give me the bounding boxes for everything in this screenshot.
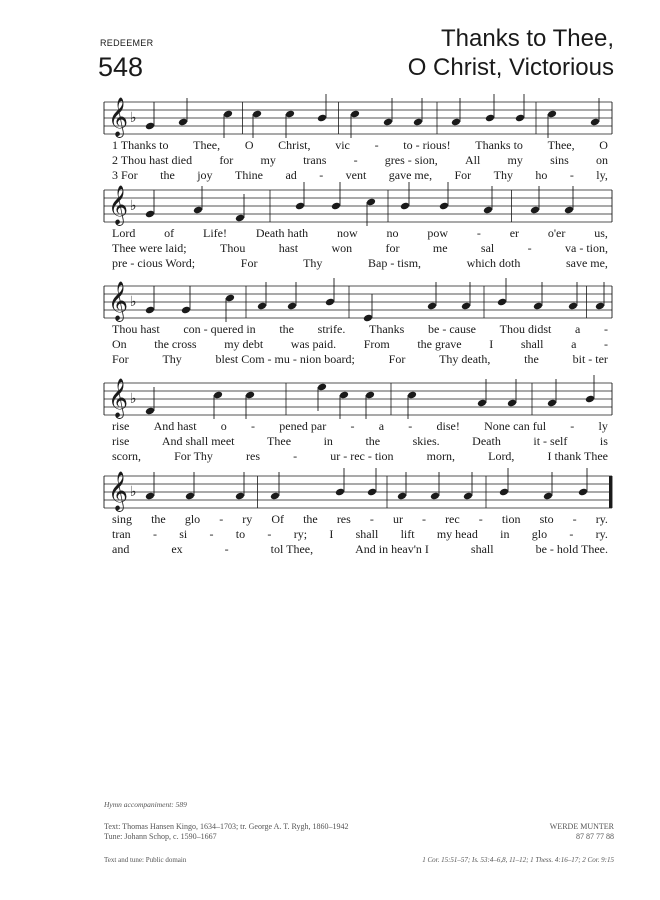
lyric-syllable: tion: [501, 512, 521, 526]
tune-credit: Tune: Johann Schop, c. 1590–1667: [104, 832, 217, 841]
lyric-syllable: blest Com - mu - nion board;: [215, 352, 355, 366]
lyric-syllable: -: [350, 419, 355, 433]
accompaniment-note: Hymn accompaniment: 589: [104, 800, 187, 809]
lyric-syllable: Lord: [112, 226, 136, 240]
lyric-syllable: -: [569, 168, 574, 182]
lyric-syllable: -: [604, 322, 608, 336]
lyric-syllable: be - cause: [428, 322, 476, 336]
lyric-line: [112, 257, 608, 269]
lyric-syllable: res: [246, 449, 261, 463]
copyright-note: Text and tune: Public domain: [104, 856, 187, 864]
lyric-syllable: pened par: [279, 419, 327, 433]
lyric-syllable: res: [336, 512, 351, 526]
lyric-syllable: lift: [400, 527, 415, 541]
lyric-syllable: the grave: [417, 337, 462, 351]
lyric-syllable: for: [385, 241, 400, 255]
lyric-syllable: And shall meet: [161, 434, 235, 448]
lyric-syllable: scorn,: [112, 449, 141, 463]
lyric-syllable: O: [599, 138, 608, 152]
meter: 87 87 77 88: [576, 832, 614, 841]
lyric-syllable: Thee: [267, 434, 292, 448]
lyric-syllable: er: [509, 226, 520, 240]
lyric-syllable: Thanks: [369, 322, 405, 336]
lyric-syllable: con - quered in: [183, 322, 256, 336]
lyric-syllable: be - hold Thee.: [535, 542, 608, 556]
lyric-syllable: Lord,: [488, 449, 515, 463]
lyric-syllable: Life!: [203, 226, 227, 240]
lyric-syllable: -: [209, 527, 214, 541]
lyric-syllable: Christ,: [278, 138, 311, 152]
lyric-syllable: ur - rec - tion: [330, 449, 394, 463]
lyric-syllable: strife.: [317, 322, 346, 336]
lyric-line: [112, 338, 608, 350]
lyric-syllable: Of: [271, 512, 285, 526]
treble-clef-icon: 𝄞: [108, 97, 129, 137]
lyric-syllable: ho: [535, 168, 548, 182]
lyric-syllable: -: [374, 138, 379, 152]
flat-key-signature-icon: ♭: [130, 198, 137, 214]
lyric-line: [112, 435, 608, 447]
lyric-syllable: -: [224, 542, 229, 556]
lyric-syllable: the: [303, 512, 318, 526]
lyric-syllable: of: [164, 226, 175, 240]
lyric-syllable: now: [337, 226, 358, 240]
lyric-syllable: shall: [355, 527, 379, 541]
lyric-syllable: And in heav'n I: [355, 542, 429, 556]
lyric-syllable: vent: [345, 168, 367, 182]
lyric-syllable: Thine: [235, 168, 263, 182]
lyric-syllable: the: [279, 322, 294, 336]
lyric-syllable: For: [112, 352, 129, 366]
lyric-syllable: skies.: [412, 434, 440, 448]
lyric-syllable: pow: [427, 226, 449, 240]
text-credit: Text: Thomas Hansen Kingo, 1634–1703; tr. George A. T. Rygh, 1860–1942: [104, 822, 349, 831]
lyric-syllable: And hast: [153, 419, 197, 433]
lyric-syllable: was paid.: [290, 337, 337, 351]
lyric-syllable: -: [604, 337, 608, 351]
treble-clef-icon: 𝄞: [108, 185, 129, 225]
lyric-syllable: For: [454, 168, 472, 182]
lyric-syllable: I thank Thee: [547, 449, 608, 463]
staff-system: [104, 94, 612, 138]
lyric-syllable: the: [160, 168, 175, 182]
lyric-syllable: I: [329, 527, 334, 541]
lyric-syllable: -: [476, 226, 481, 240]
lyric-syllable: -: [219, 512, 224, 526]
lyric-syllable: -: [572, 512, 577, 526]
lyric-syllable: in: [323, 434, 333, 448]
lyric-line: [112, 242, 608, 254]
lyric-syllable: -: [319, 168, 324, 182]
treble-clef-icon: 𝄞: [108, 471, 129, 511]
lyric-syllable: Thou: [220, 241, 246, 255]
lyric-syllable: 1 Thanks to: [112, 138, 169, 152]
lyric-syllable: trans: [303, 153, 327, 167]
lyric-syllable: -: [527, 241, 532, 255]
flat-key-signature-icon: ♭: [130, 484, 137, 500]
lyric-syllable: o'er: [547, 226, 566, 240]
lyric-syllable: won: [331, 241, 353, 255]
lyric-syllable: gres - sion,: [384, 153, 438, 167]
lyric-line: [112, 323, 608, 335]
lyric-syllable: shall: [470, 542, 494, 556]
lyric-syllable: the: [524, 352, 539, 366]
lyric-syllable: me: [432, 241, 448, 255]
lyric-syllable: Thee,: [193, 138, 221, 152]
lyric-line: [112, 528, 608, 540]
lyric-syllable: Thanks to: [475, 138, 523, 152]
lyric-syllable: -: [478, 512, 483, 526]
lyric-syllable: shall: [520, 337, 544, 351]
lyric-syllable: vic: [335, 138, 350, 152]
lyric-syllable: Thou hast: [112, 322, 160, 336]
treble-clef-icon: 𝄞: [108, 378, 129, 418]
lyric-syllable: sins: [550, 153, 569, 167]
hymn-number: 548: [98, 52, 144, 82]
lyric-syllable: bit - ter: [572, 352, 608, 366]
lyric-syllable: On: [112, 337, 127, 351]
lyric-line: [112, 227, 608, 239]
lyric-syllable: ry;: [293, 527, 308, 541]
lyric-syllable: -: [152, 527, 157, 541]
scripture-references: 1 Cor. 15:51–57; Is. 53:4–6,8, 11–12; 1 Thess. 4:16–17; 2 Cor. 9:15: [422, 856, 614, 864]
lyric-line: [112, 420, 608, 432]
lyric-syllable: which doth: [466, 256, 521, 270]
lyric-line: [112, 139, 608, 151]
lyric-syllable: -: [422, 512, 426, 526]
lyric-syllable: -: [369, 512, 374, 526]
lyric-syllable: ex: [171, 542, 183, 556]
lyric-syllable: my: [260, 153, 276, 167]
flat-key-signature-icon: ♭: [130, 391, 137, 407]
lyric-syllable: rec: [445, 512, 460, 526]
flat-key-signature-icon: ♭: [130, 294, 137, 310]
section-label: REDEEMER: [100, 38, 154, 48]
hymn-title-line-2: O Christ, Victorious: [407, 54, 614, 81]
lyric-syllable: Thy: [493, 168, 513, 182]
lyric-syllable: hast: [278, 241, 299, 255]
lyric-syllable: 3 For: [112, 168, 138, 182]
lyric-syllable: 2 Thou hast died: [112, 153, 193, 167]
lyric-syllable: glo: [184, 512, 201, 526]
lyric-syllable: -: [293, 449, 298, 463]
lyric-syllable: Death: [472, 434, 501, 448]
lyric-syllable: -: [570, 419, 575, 433]
lyric-syllable: is: [599, 434, 608, 448]
lyric-syllable: sto: [539, 512, 554, 526]
lyric-syllable: for: [219, 153, 234, 167]
lyric-syllable: rise: [112, 434, 130, 448]
lyric-line: [112, 154, 608, 166]
lyric-syllable: Thy death,: [439, 352, 491, 366]
lyric-syllable: morn,: [426, 449, 455, 463]
lyric-line: [112, 450, 608, 462]
lyric-syllable: sing: [112, 512, 133, 526]
staff-system: [104, 278, 612, 322]
lyric-syllable: ly: [598, 419, 608, 433]
lyric-syllable: pre - cious Word;: [112, 256, 196, 270]
hymn-title-line-1: Thanks to Thee,: [441, 25, 614, 52]
staff-system: [104, 375, 612, 419]
lyric-syllable: dise!: [436, 419, 460, 433]
lyric-syllable: my debt: [224, 337, 264, 351]
lyric-syllable: glo: [531, 527, 548, 541]
lyric-syllable: ry.: [595, 512, 608, 526]
lyric-syllable: -: [408, 419, 413, 433]
lyric-syllable: ry: [242, 512, 253, 526]
lyric-syllable: sal: [480, 241, 495, 255]
lyric-syllable: it - self: [533, 434, 568, 448]
lyric-syllable: Thee,: [547, 138, 575, 152]
lyric-syllable: ur: [392, 512, 403, 526]
lyric-syllable: a: [575, 322, 581, 336]
lyric-syllable: tol Thee,: [270, 542, 314, 556]
staff-system: [104, 182, 612, 226]
lyric-syllable: and: [112, 542, 130, 556]
lyric-syllable: ad: [285, 168, 297, 182]
lyric-syllable: the cross: [154, 337, 197, 351]
lyric-syllable: -: [353, 153, 358, 167]
flat-key-signature-icon: ♭: [130, 110, 137, 126]
lyric-syllable: All: [465, 153, 481, 167]
lyric-line: [112, 353, 608, 365]
lyric-syllable: in: [500, 527, 510, 541]
lyric-syllable: tran: [112, 527, 131, 541]
lyric-syllable: O: [244, 138, 254, 152]
lyric-syllable: a: [571, 337, 577, 351]
staff-system: [104, 468, 612, 512]
lyric-syllable: the: [151, 512, 166, 526]
lyric-syllable: my: [507, 153, 523, 167]
lyric-syllable: -: [569, 527, 574, 541]
lyric-line: [112, 543, 608, 555]
lyric-line: [112, 169, 608, 181]
lyric-syllable: gave me,: [388, 168, 433, 182]
lyric-syllable: Thee were laid;: [112, 241, 187, 255]
lyric-syllable: a: [378, 419, 385, 433]
lyric-syllable: my head: [436, 527, 478, 541]
lyric-syllable: si: [179, 527, 188, 541]
lyric-syllable: rise: [112, 419, 130, 433]
lyric-syllable: -: [251, 419, 256, 433]
lyric-syllable: Bap - tism,: [368, 256, 422, 270]
lyric-syllable: on: [595, 153, 608, 167]
lyric-syllable: us,: [594, 226, 608, 240]
lyric-syllable: Thy: [303, 256, 323, 270]
lyric-syllable: o: [220, 419, 227, 433]
lyric-syllable: For Thy: [174, 449, 213, 463]
lyric-syllable: to: [235, 527, 246, 541]
treble-clef-icon: 𝄞: [108, 281, 129, 321]
final-barline: [609, 476, 612, 508]
lyric-syllable: For: [388, 352, 406, 366]
lyric-syllable: -: [267, 527, 272, 541]
lyric-syllable: va - tion,: [565, 241, 608, 255]
lyric-line: [112, 513, 608, 525]
tune-name: WERDE MUNTER: [549, 822, 614, 831]
lyric-syllable: joy: [197, 168, 213, 182]
lyric-syllable: ry.: [595, 527, 608, 541]
lyric-syllable: Thy: [162, 352, 182, 366]
lyric-syllable: Thou didst: [499, 322, 552, 336]
lyric-syllable: I: [489, 337, 494, 351]
lyric-syllable: ly,: [596, 168, 608, 182]
lyric-syllable: For: [240, 256, 258, 270]
lyric-syllable: no: [386, 226, 399, 240]
lyric-syllable: the: [365, 434, 381, 448]
lyric-syllable: None can ful: [484, 419, 547, 433]
lyric-syllable: From: [363, 337, 390, 351]
lyric-syllable: save me,: [565, 256, 608, 270]
lyric-syllable: to - rious!: [403, 138, 451, 152]
lyric-syllable: Death hath: [255, 226, 309, 240]
